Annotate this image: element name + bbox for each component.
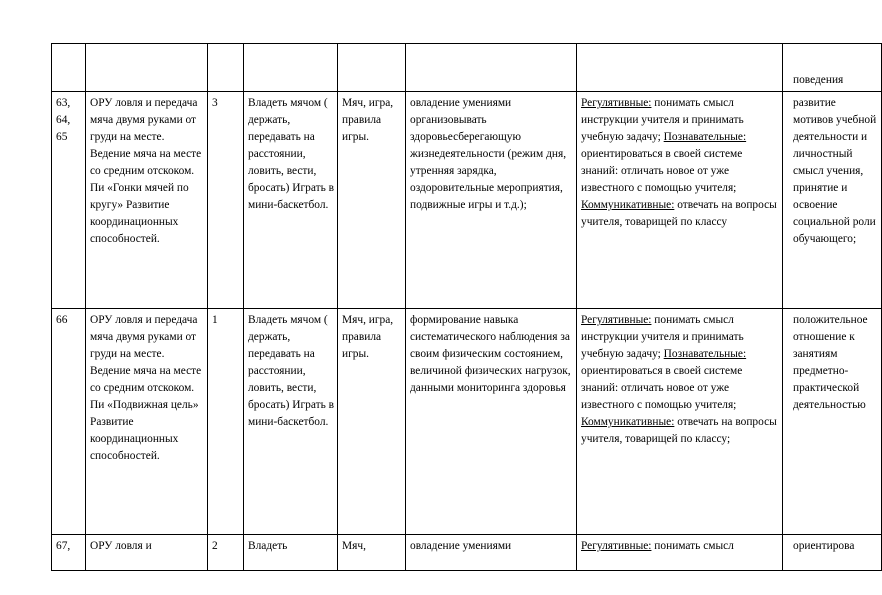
regulatory-label: Регулятивные:	[581, 540, 652, 552]
lesson-number-cell: 66	[52, 309, 86, 535]
lesson-topic-cell: ОРУ ловля и	[86, 535, 208, 571]
motivation-cell: развитие мотивов учебной деятельности и личностный смысл учения, принятие и освоение социальной роли обучающего;	[783, 92, 882, 309]
motivation-cell: положительное отношение к занятиям предметно-практической деятельностью	[783, 309, 882, 535]
communicative-text: отвечать на вопросы учителя, товарищей по классу;	[581, 416, 777, 445]
concepts-cell: Мяч, игра, правила игры.	[338, 92, 406, 309]
cognitive-label: Познавательные:	[663, 131, 747, 143]
concepts-cell: Мяч, игра, правила игры.	[338, 309, 406, 535]
lesson-topic-cell: ОРУ ловля и передача мяча двумя руками от груди на месте. Ведение мяча на месте со средним отскоком. Пи «Гонки мячей по кругу» Развитие координационных способностей.	[86, 92, 208, 309]
skills-cell: Владеть	[244, 535, 338, 571]
personal-results-cell: формирование навыка систематического наблюдения за своим физическим состоянием, величиной физических нагрузок, данными мониторинга здоровья	[406, 309, 577, 535]
hours-cell: 3	[208, 92, 244, 309]
regulatory-text: понимать смысл инструкции учителя и принимать учебную задачу;	[581, 97, 744, 143]
lesson-topic-cell: ОРУ ловля и передача мяча двумя руками от груди на месте. Ведение мяча на месте со средним отскоком. Пи «Подвижная цель» Развитие координационных способностей.	[86, 309, 208, 535]
table-cell	[783, 44, 882, 92]
cell-text: поведения	[793, 74, 844, 86]
table-row	[52, 92, 882, 309]
hours-cell: 2	[208, 535, 244, 571]
cognitive-label: Познавательные:	[663, 348, 747, 360]
lesson-plan-table	[51, 43, 882, 571]
communicative-label: Коммуникативные:	[581, 416, 675, 428]
cognitive-text: ориентироваться в своей системе знаний: отличать новое от уже известного с помощью учителя;	[581, 148, 743, 194]
table-cell	[577, 44, 783, 92]
table-row	[52, 309, 882, 535]
uud-cell	[577, 92, 783, 309]
regulatory-text: понимать смысл	[651, 540, 734, 552]
regulatory-label: Регулятивные:	[581, 314, 652, 326]
cognitive-text: ориентироваться в своей системе знаний: отличать новое от уже известного с помощью учителя;	[581, 365, 743, 411]
table-cell	[244, 44, 338, 92]
lesson-number-cell: 67,	[52, 535, 86, 571]
communicative-text: отвечать на вопросы учителя, товарищей по классу	[581, 199, 777, 228]
table-cell	[338, 44, 406, 92]
table-cell	[406, 44, 577, 92]
regulatory-label: Регулятивные:	[581, 97, 652, 109]
hours-cell: 1	[208, 309, 244, 535]
concepts-cell: Мяч,	[338, 535, 406, 571]
table-row	[52, 535, 882, 571]
motivation-cell: ориентирова	[783, 535, 882, 571]
uud-cell	[577, 535, 783, 571]
table-cell	[208, 44, 244, 92]
skills-cell: Владеть мячом ( держать, передавать на расстоянии, ловить, вести, бросать) Играть в мини-баскетбол.	[244, 92, 338, 309]
table-cell	[86, 44, 208, 92]
personal-results-cell: овладение умениями организовывать здоровьесберегающую жизнедеятельности (режим дня, утренняя зарядка, оздоровительные мероприятия, подвижные игры и т.д.);	[406, 92, 577, 309]
communicative-label: Коммуникативные:	[581, 199, 675, 211]
table-cell	[52, 44, 86, 92]
table-row	[52, 44, 882, 92]
skills-cell: Владеть мячом ( держать, передавать на расстоянии, ловить, вести, бросать) Играть в мини-баскетбол.	[244, 309, 338, 535]
regulatory-text: понимать смысл инструкции учителя и принимать учебную задачу;	[581, 314, 744, 360]
uud-cell	[577, 309, 783, 535]
personal-results-cell: овладение умениями	[406, 535, 577, 571]
lesson-number-cell: 63, 64, 65	[52, 92, 86, 309]
